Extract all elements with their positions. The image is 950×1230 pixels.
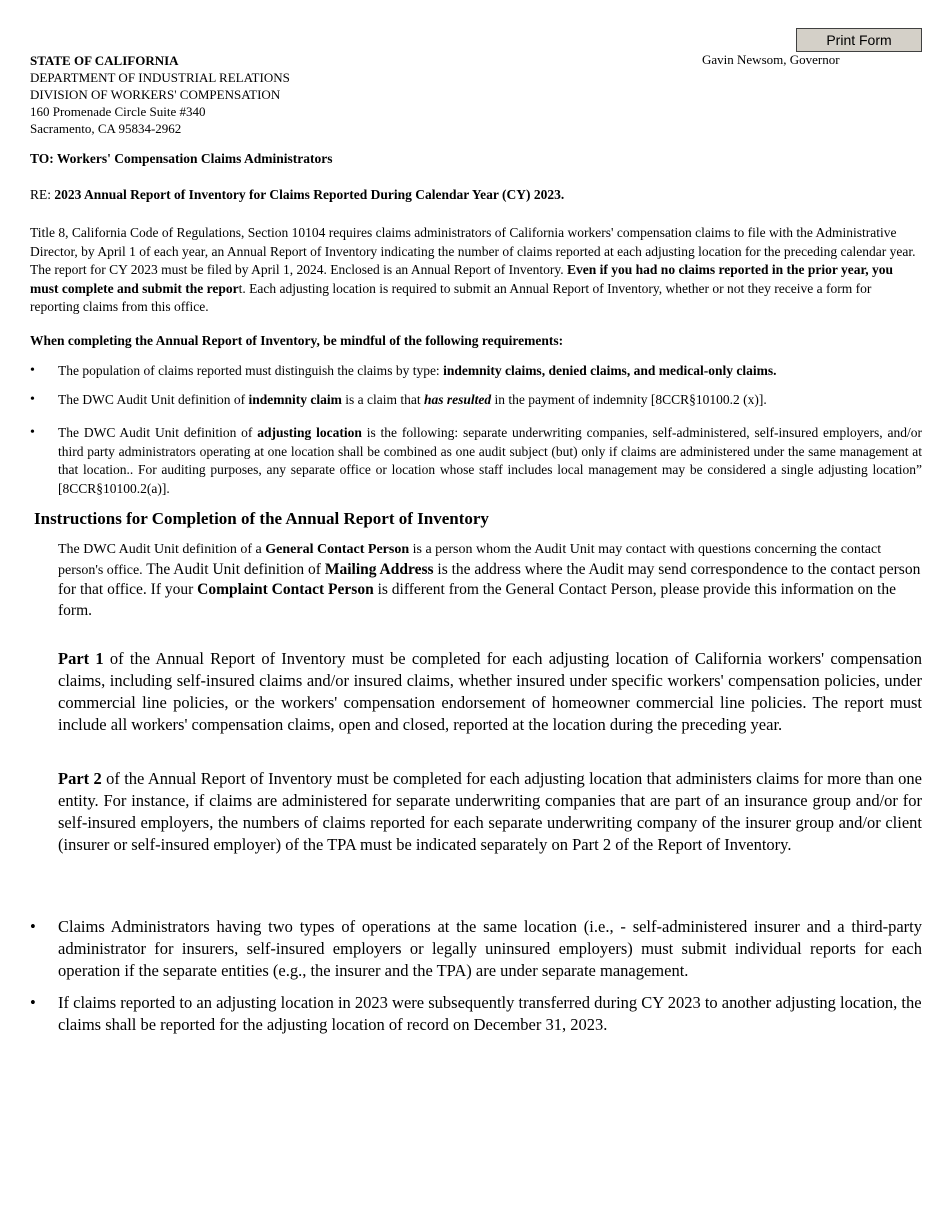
- list-item: [30, 916, 922, 982]
- text: of the Annual Report of Inventory must be completed for each adjusting location that administers claims for more than one entity. For instance, if claims are administered for separate underwriting companies that are part of an insurance group and/or for self-insured employers, the numbers of claims reported for each separate underwriting company of the insurer group and/or client (insurer or self-insured employer) of the TPA must be indicated separately on Part 2 of the Report of Inventory.: [58, 769, 922, 854]
- re-line: [30, 187, 564, 203]
- list-item: [30, 992, 922, 1036]
- bold-text: Mailing Address: [324, 560, 434, 578]
- list-item: [30, 424, 922, 498]
- bold-text: indemnity claim: [248, 392, 342, 407]
- division-name: DIVISION OF WORKERS' COMPENSATION: [30, 87, 281, 102]
- text: The population of claims reported must distinguish the claims by type:: [58, 363, 444, 378]
- bold-text: General Contact Person: [265, 542, 410, 557]
- part-label: Part 2: [58, 769, 102, 788]
- text: The DWC Audit Unit definition of: [58, 425, 258, 440]
- part-2-paragraph: [58, 768, 922, 856]
- text: The DWC Audit Unit definition of: [58, 392, 249, 407]
- requirements-heading: When completing the Annual Report of Inventory, be mindful of the following requirements:: [30, 333, 564, 348]
- instructions-heading: Instructions for Completion of the Annual Report of Inventory: [34, 509, 489, 528]
- bullet-icon: •: [30, 392, 35, 407]
- re-prefix: RE:: [30, 187, 55, 202]
- list-item-text: [58, 391, 922, 410]
- bullet-icon: •: [30, 917, 36, 936]
- list-item: [30, 391, 922, 410]
- bold-text: Complaint Contact Person: [197, 581, 374, 598]
- address-line-2: Sacramento, CA 95834-2962: [30, 121, 182, 136]
- text: The Audit Unit definition of: [146, 560, 325, 578]
- part-label: Part 1: [58, 649, 104, 668]
- bullet-icon: •: [30, 363, 35, 378]
- department-name: DEPARTMENT OF INDUSTRIAL RELATIONS: [30, 70, 290, 85]
- governor-name: Gavin Newsom, Governor: [702, 52, 840, 67]
- intro-paragraph: [30, 224, 922, 317]
- list-item: [30, 362, 922, 381]
- list-item-text: [58, 424, 922, 498]
- list-item-text: Claims Administrators having two types of operations at the same location (i.e., - self-administered insurer and a third-party administrator for insurers, self-insured employers or legally uninsured employers) must submit individual reports for each operation if the separate entities (e.g., the insurer and the TPA) are under separate management.: [58, 917, 922, 980]
- to-line: TO: Workers' Compensation Claims Administrators: [30, 151, 333, 166]
- bold-text: indemnity claims, denied claims, and medical-only claims.: [443, 363, 777, 378]
- bold-italic-text: has resulted: [423, 392, 492, 407]
- text: of the Annual Report of Inventory must be completed for each adjusting location of California workers' compensation claims, including self-insured claims and/or insured claims, whether insured under specific workers' compensation policies, under commercial line policies, or the workers' compensation endorsement of homeowner commercial line policies. The report must include all workers' compensation claims, open and closed, reported at the location during the preceding year.: [58, 649, 922, 734]
- part-1-paragraph: [58, 648, 922, 736]
- bullet-icon: •: [30, 425, 35, 440]
- bold-text: adjusting location: [257, 425, 362, 440]
- text: is the address where the Audit may send correspondence to the contact person for that office. If your: [58, 560, 921, 598]
- text: is a claim that: [341, 392, 424, 407]
- text: in the payment of indemnity [8CCR§10100.2 (x)].: [491, 392, 767, 407]
- text: is the following: separate underwriting companies, self-administered, self-insured employers, and/or third party administrators operating at one location shall be combined as one audit subject (but) only if claims are administered under the same management at that location.. For auditing purposes, any separate office or location whose staff includes local management may be considered a single adjusting location” [8CCR§10100.2(a)].: [58, 425, 922, 496]
- intro-bold: Even if you had no claims reported in the prior year, you must complete and submit the repor: [30, 262, 894, 296]
- print-form-button[interactable]: Print Form: [796, 28, 922, 52]
- text: The DWC Audit Unit definition of a: [58, 542, 266, 557]
- intro-text-2: t. Each adjusting location is required to submit an Annual Report of Inventory, whether or not they receive a form for reporting claims from this office.: [30, 280, 872, 314]
- re-subject: 2023 Annual Report of Inventory for Claims Reported During Calendar Year (CY) 2023.: [54, 187, 565, 202]
- intro-text-1: Title 8, California Code of Regulations, Section 10104 requires claims administrators of California workers' compensation claims to file with the Administrative Director, by April 1 of each year, an Annual Report of Inventory indicating the number of claims reported at each adjusting location for the preceding calendar year. The report for CY 2023 must be filed by April 1, 2024. Enclosed is an Annual Report of Inventory.: [30, 225, 916, 277]
- letterhead: [30, 52, 290, 137]
- bullet-icon: •: [30, 993, 36, 1012]
- address-line-1: 160 Promenade Circle Suite #340: [30, 104, 206, 119]
- list-item-text: If claims reported to an adjusting location in 2023 were subsequently transferred during CY 2023 to another adjusting location, the claims shall be reported for the adjusting location of record on December 31, 2023.: [58, 993, 922, 1034]
- state-name: STATE OF CALIFORNIA: [30, 53, 179, 68]
- contact-definitions: [58, 540, 926, 621]
- text: is different from the General Contact Person, please provide this information on the form.: [58, 581, 896, 619]
- list-item-text: [58, 362, 922, 381]
- text: is a person whom the Audit Unit may contact with questions concerning the contact person's office.: [58, 542, 882, 578]
